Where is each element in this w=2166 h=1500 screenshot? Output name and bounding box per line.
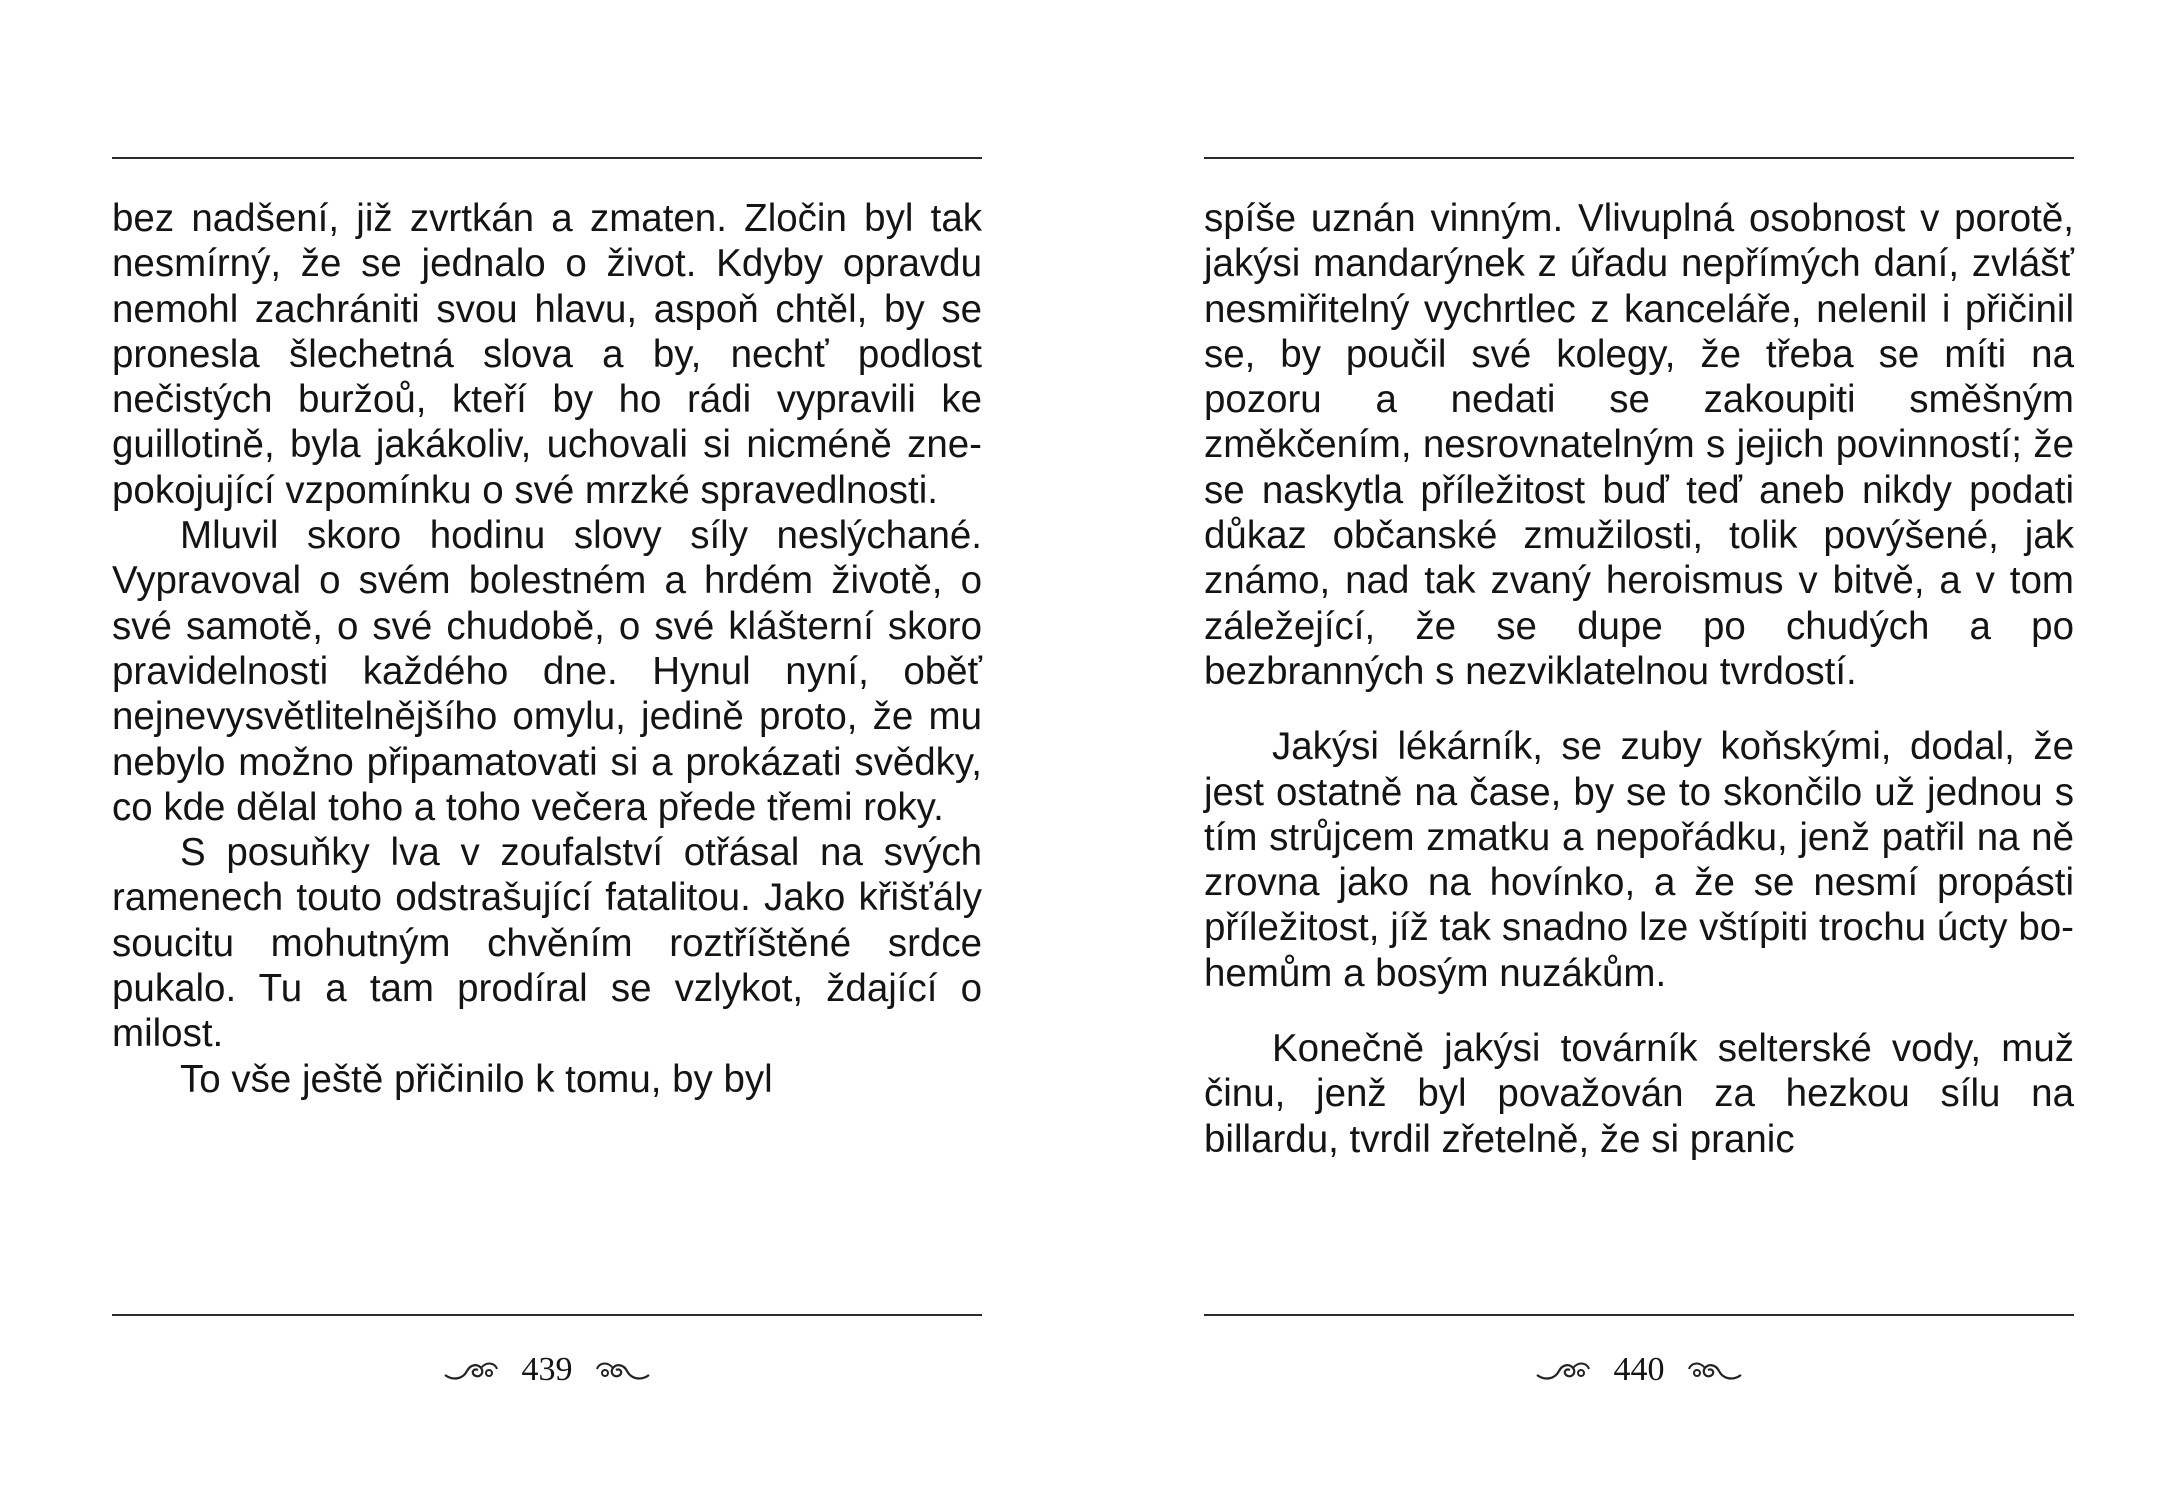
page-number: 439 <box>521 1351 573 1389</box>
paragraph: Mluvil skoro hodinu slovy síly neslýchané. Vypravoval o svém bolestném a hrdém životě, o své samotě, o své chudobě, o své klášterní skoro pravidelnosti každého dne. Hynul nyní, oběť nejnevysvětlitelnějšího omylu, jedině proto, že mu nebylo možno připamatovati si a prokázati svědky, co kde dělal toho a toho večera přede třemi roky. <box>112 514 982 829</box>
paragraph: Jakýsi lékárník, se zuby koňskými, dodal, že jest ostatně na čase, by se to skončilo už jednou s tím strůjcem zmatku a nepořádku, jenž patřil na ně zrovna jako na hovínko, a že se nesmí propásti příležitost, jíž tak snadno lze vštípiti trochu úcty bohemům a bosým nuzákům. <box>1204 725 2074 995</box>
paragraph: bez nadšení, již zvrtkán a zmaten. Zločin byl tak nesmírný, že se jednalo o život. Kdyby opravdu nemohl zachrániti svou hlavu, aspoň chtěl, by se pronesla šlechetná slova a by, nechť podlost nečistých buržoů, kteří by ho rádi vypravili ke guillotině, byla jakákoliv, uchovali si nicméně znepokojující vzpomínku o své mrzké spravedlnosti. <box>112 197 982 512</box>
page-number: 440 <box>1613 1351 1665 1389</box>
header-rule <box>1204 157 2074 159</box>
floral-flourish-icon <box>1535 1357 1591 1383</box>
footer-rule <box>1204 1314 2074 1316</box>
paragraph: To vše ještě přičinilo k tomu, by byl <box>180 1057 773 1101</box>
footer-rule <box>112 1314 982 1316</box>
paragraph: S posuňky lva v zoufalství otřásal na svých ramenech touto odstrašující fatalitou. Jako křišťály soucitu mohutným chvěním roztříštěné srdce pukalo. Tu a tam prodíral se vzlykot, ždající o milost. <box>112 831 982 1056</box>
page-footer <box>1204 1348 2074 1390</box>
body-text <box>112 196 982 1102</box>
right-page <box>1204 0 2084 1500</box>
floral-flourish-icon <box>595 1357 651 1383</box>
header-rule <box>112 157 982 159</box>
left-page <box>112 0 992 1500</box>
page-footer <box>112 1348 982 1390</box>
floral-flourish-icon <box>1687 1357 1743 1383</box>
paragraph: Konečně jakýsi továrník selterské vody, muž činu, jenž byl považován za hezkou sílu na billardu, tvrdil zřetelně, že si pranic <box>1204 1027 2074 1161</box>
paragraph: spíše uznán vinným. Vlivuplná osobnost v porotě, jakýsi mandarýnek z úřadu nepřímých daní, zvlášť nesmiřitelný vychrtlec z kanceláře, nelenil i přičinil se, by poučil své kolegy, že třeba se míti na pozoru a nedati se zakoupiti směšným změkčením, nesrovnatelným s jejich povinností; že se naskytla příležitost buď teď aneb nikdy podati důkaz občanské zmužilosti, tolik povýšené, jak známo, nad tak zvaný heroismus v bitvě, a v tom záležející, že se dupe po chudých a po bezbranných s nezviklatelnou tvrdostí. <box>1204 197 2074 693</box>
body-text <box>1204 196 2074 1162</box>
floral-flourish-icon <box>443 1357 499 1383</box>
